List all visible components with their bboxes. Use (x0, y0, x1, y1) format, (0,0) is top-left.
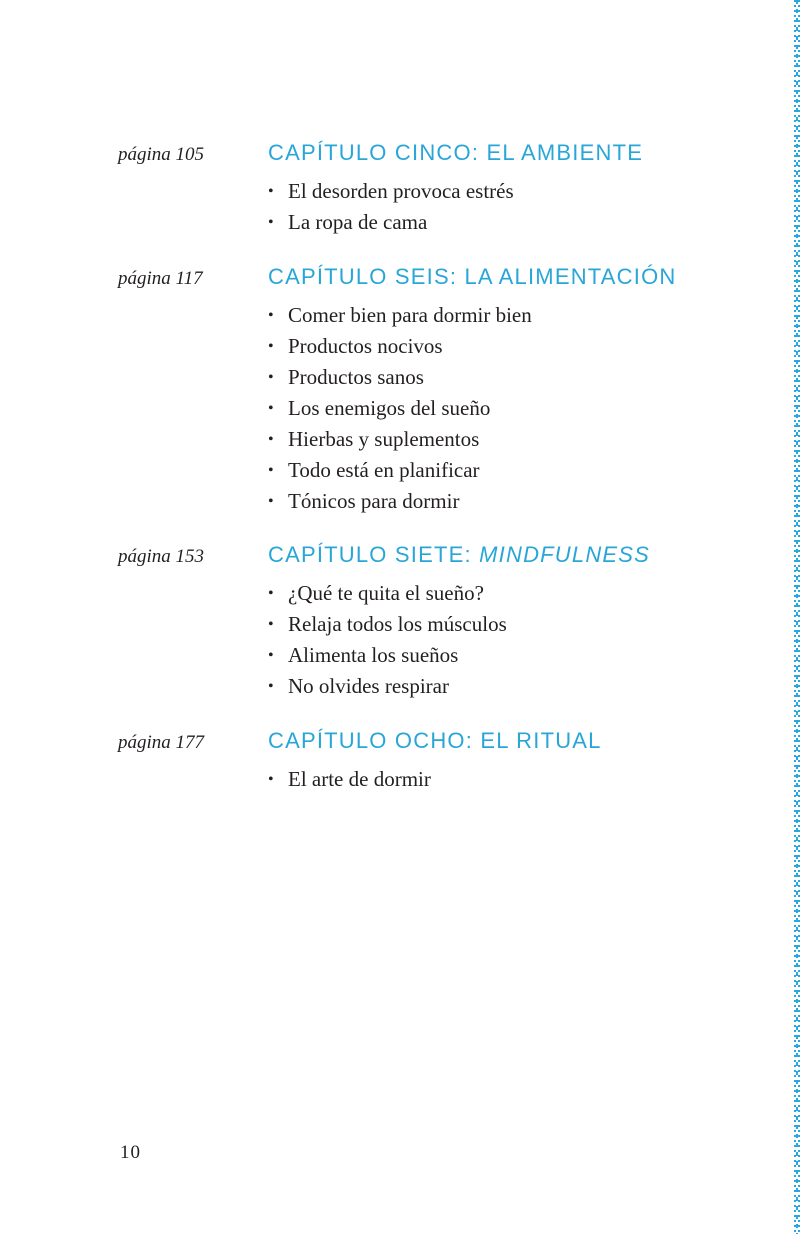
list-item (268, 578, 507, 609)
list-item (268, 176, 514, 207)
page-number: 10 (120, 1142, 141, 1163)
bullet-icon: • (268, 585, 274, 602)
chapter-title-text: CAPÍTULO SIETE: (268, 542, 480, 567)
list-item (268, 455, 532, 486)
topic-label: El desorden provoca estrés (288, 179, 514, 203)
list-item (268, 764, 431, 795)
bullet-icon: • (268, 183, 274, 200)
bullet-icon: • (268, 307, 274, 324)
bullet-icon: • (268, 400, 274, 417)
page-reference: página 153 (118, 546, 205, 567)
bullet-icon: • (268, 771, 274, 788)
list-item (268, 393, 532, 424)
topic-label: No olvides respirar (288, 674, 449, 698)
list-item (268, 671, 507, 702)
topic-label: Productos sanos (288, 365, 424, 389)
list-item (268, 300, 532, 331)
chapter-title-text: CAPÍTULO SEIS: LA ALIMENTACIÓN (268, 264, 677, 289)
topic-label: Relaja todos los músculos (288, 612, 507, 636)
topic-label: Hierbas y suplementos (288, 427, 480, 451)
list-item (268, 207, 514, 238)
topic-label: Los enemigos del sueño (288, 396, 491, 420)
chapter-title (268, 264, 676, 290)
bullet-icon: • (268, 431, 274, 448)
chapter-title (268, 140, 643, 166)
topic-label: El arte de dormir (288, 767, 431, 791)
list-item (268, 486, 532, 517)
topic-list (268, 300, 532, 517)
topic-label: La ropa de cama (288, 210, 428, 234)
chapter-title (268, 728, 602, 754)
list-item (268, 609, 507, 640)
topic-label: Tónicos para dormir (288, 489, 460, 513)
bullet-icon: • (268, 214, 274, 231)
page-reference: página 177 (118, 732, 205, 753)
topic-list (268, 578, 507, 702)
topic-list (268, 176, 514, 238)
chapter-title-text: CAPÍTULO CINCO: EL AMBIENTE (268, 140, 644, 165)
list-item (268, 331, 532, 362)
chapter-title (268, 542, 650, 568)
page-reference: página 117 (118, 268, 203, 289)
topic-label: Todo está en planificar (288, 458, 480, 482)
topic-label: ¿Qué te quita el sueño? (288, 581, 484, 605)
bullet-icon: • (268, 338, 274, 355)
bullet-icon: • (268, 493, 274, 510)
chapter-title-emphasis: MINDFULNESS (479, 542, 651, 567)
bullet-icon: • (268, 369, 274, 386)
bullet-icon: • (268, 462, 274, 479)
bullet-icon: • (268, 678, 274, 695)
topic-list (268, 764, 431, 795)
chapter-title-text: CAPÍTULO OCHO: EL RITUAL (268, 728, 602, 753)
topic-label: Comer bien para dormir bien (288, 303, 532, 327)
topic-label: Alimenta los sueños (288, 643, 459, 667)
bullet-icon: • (268, 647, 274, 664)
topic-label: Productos nocivos (288, 334, 443, 358)
decorative-dotted-border (794, 0, 800, 1234)
list-item (268, 640, 507, 671)
list-item (268, 424, 532, 455)
page-reference: página 105 (118, 144, 205, 165)
list-item (268, 362, 532, 393)
bullet-icon: • (268, 616, 274, 633)
